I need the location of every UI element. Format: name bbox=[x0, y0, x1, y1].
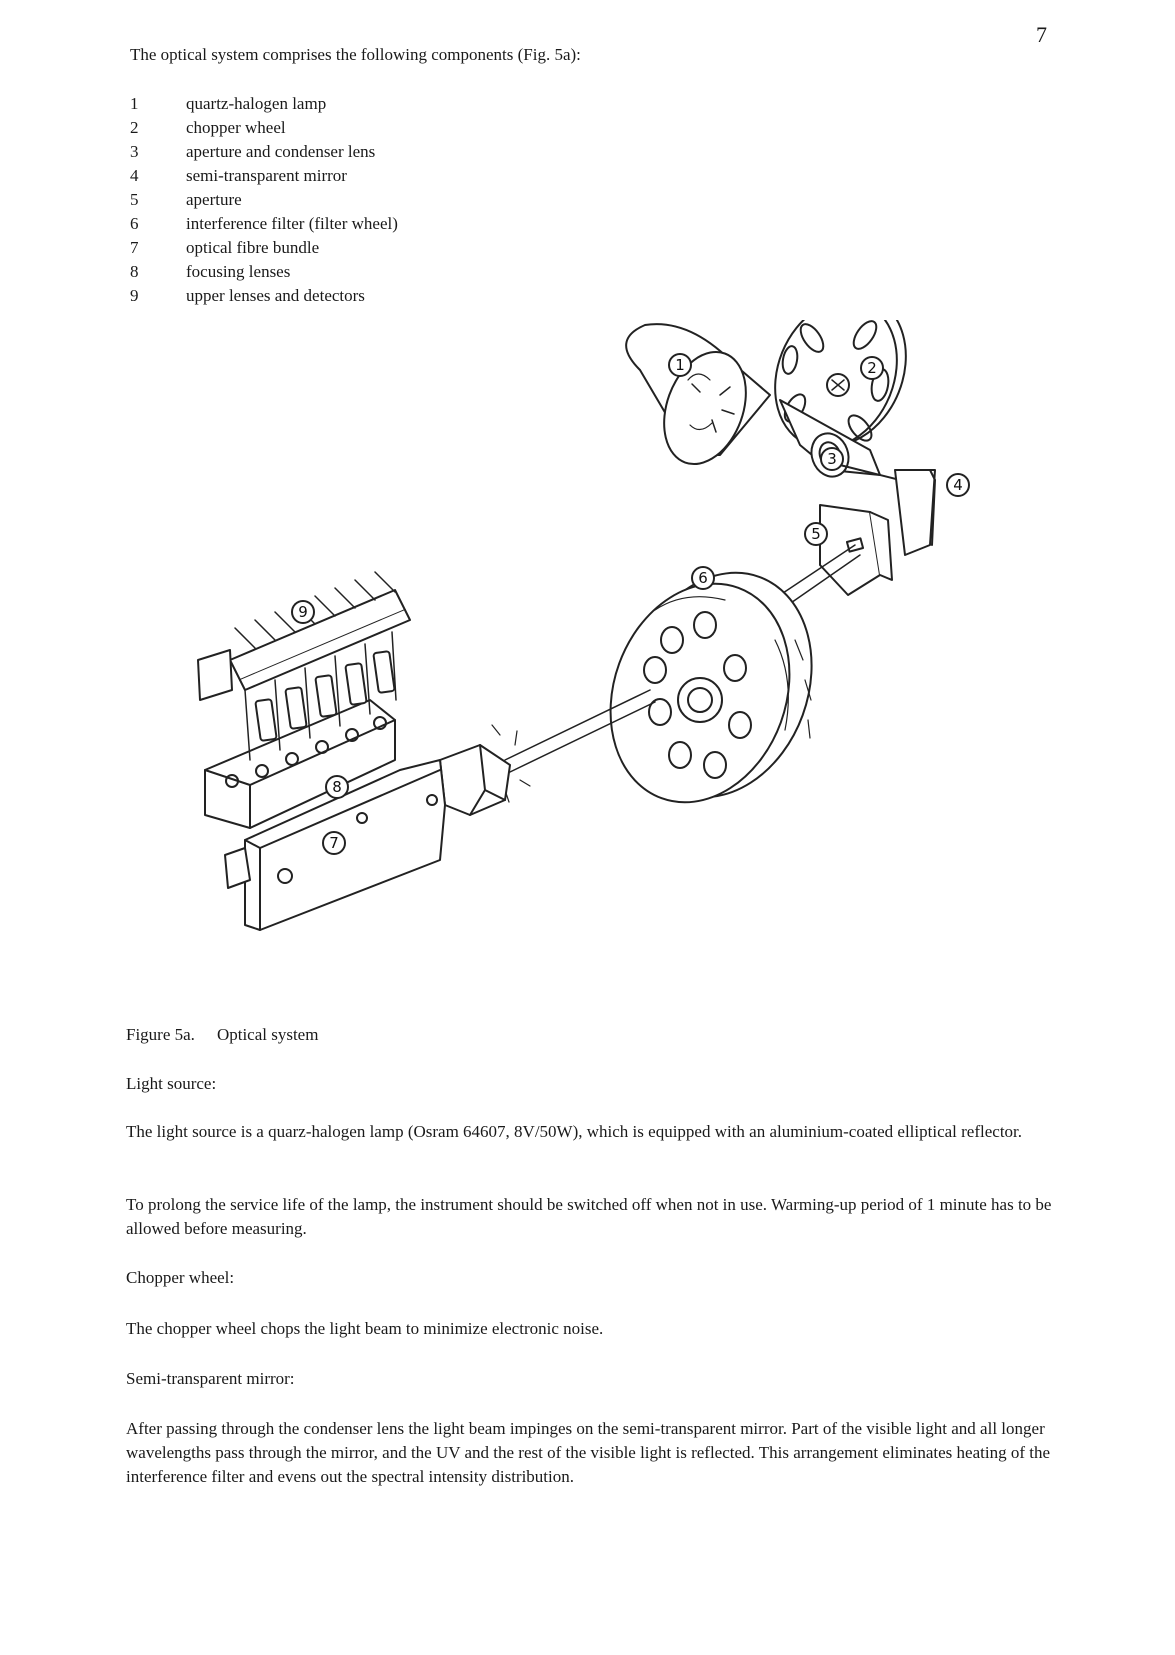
marker-3 bbox=[821, 448, 843, 470]
section-heading-light-source: Light source: bbox=[126, 1074, 217, 1093]
caption-label: Figure 5a. bbox=[126, 1025, 195, 1044]
section-heading-chopper: Chopper wheel: bbox=[126, 1268, 235, 1287]
lamp-drawing bbox=[626, 324, 770, 475]
intro-text: The optical system comprises the following components (Fig. 5a): bbox=[130, 45, 581, 64]
list-item bbox=[130, 92, 398, 116]
marker-8 bbox=[326, 776, 348, 798]
svg-text:4: 4 bbox=[953, 476, 963, 494]
paragraph-light-source-1: The light source is a quarz-halogen lamp (Osram 64607, 8V/50W), which is equipped with an aluminium-coated elliptical reflector. bbox=[126, 1122, 1023, 1141]
item-label: focusing lenses bbox=[186, 262, 291, 281]
item-number: 6 bbox=[130, 214, 139, 233]
svg-text:7: 7 bbox=[329, 834, 339, 852]
list-item bbox=[130, 188, 398, 212]
marker-5 bbox=[805, 523, 827, 545]
item-label: chopper wheel bbox=[186, 118, 286, 137]
item-number: 5 bbox=[130, 190, 139, 209]
item-label: upper lenses and detectors bbox=[186, 286, 365, 305]
marker-1 bbox=[669, 354, 691, 376]
optical-system-figure bbox=[185, 320, 985, 940]
item-label: interference filter (filter wheel) bbox=[186, 214, 398, 233]
item-label: optical fibre bundle bbox=[186, 238, 320, 257]
svg-text:1: 1 bbox=[675, 356, 685, 374]
item-label: aperture and condenser lens bbox=[186, 142, 376, 161]
component-list bbox=[130, 92, 398, 308]
svg-text:8: 8 bbox=[332, 778, 342, 796]
caption-title: Optical system bbox=[216, 1025, 319, 1044]
item-number: 1 bbox=[130, 94, 139, 113]
item-number: 9 bbox=[130, 286, 139, 305]
marker-4 bbox=[947, 474, 969, 496]
item-label: aperture bbox=[186, 190, 242, 209]
fibre-connector-drawing bbox=[440, 745, 510, 815]
svg-text:5: 5 bbox=[811, 525, 821, 543]
mirror-drawing bbox=[895, 470, 935, 555]
item-number: 4 bbox=[130, 166, 139, 185]
list-item bbox=[130, 236, 398, 260]
paragraph-light-source-2: To prolong the service life of the lamp, the instrument should be switched off when not in use. Warming-up period of 1 minute has to be allowed before measuring. bbox=[126, 1195, 1052, 1238]
section-heading-mirror: Semi-transparent mirror: bbox=[126, 1369, 295, 1388]
marker-7 bbox=[323, 832, 345, 854]
svg-text:6: 6 bbox=[698, 569, 708, 587]
item-number: 8 bbox=[130, 262, 139, 281]
paragraph-mirror: After passing through the condenser lens the light beam impinges on the semi-transparent mirror. Part of the visible light and all longer wavelengths pass through the mirror, and the UV and the rest of the visible light is reflected. This arrangement eliminates heating of the interference filter and evens out the spectral intensity distribution. bbox=[126, 1419, 1050, 1486]
figure-caption bbox=[126, 1025, 318, 1045]
list-item bbox=[130, 164, 398, 188]
marker-6 bbox=[692, 567, 714, 589]
svg-text:2: 2 bbox=[867, 359, 877, 377]
filter-wheel-drawing bbox=[581, 547, 842, 828]
list-item bbox=[130, 116, 398, 140]
marker-2 bbox=[861, 357, 883, 379]
list-item bbox=[130, 140, 398, 164]
svg-text:3: 3 bbox=[827, 450, 837, 468]
item-number: 2 bbox=[130, 118, 139, 137]
list-item bbox=[130, 284, 398, 308]
list-item bbox=[130, 212, 398, 236]
item-label: semi-transparent mirror bbox=[186, 166, 347, 185]
aperture-plate-drawing bbox=[820, 505, 892, 595]
item-label: quartz-halogen lamp bbox=[186, 94, 327, 113]
paragraph-chopper: The chopper wheel chops the light beam to minimize electronic noise. bbox=[126, 1319, 604, 1338]
svg-text:9: 9 bbox=[298, 603, 308, 621]
item-number: 7 bbox=[130, 238, 139, 257]
page-number: 7 bbox=[1036, 22, 1047, 47]
item-number: 3 bbox=[130, 142, 139, 161]
list-item bbox=[130, 260, 398, 284]
marker-9 bbox=[292, 601, 314, 623]
